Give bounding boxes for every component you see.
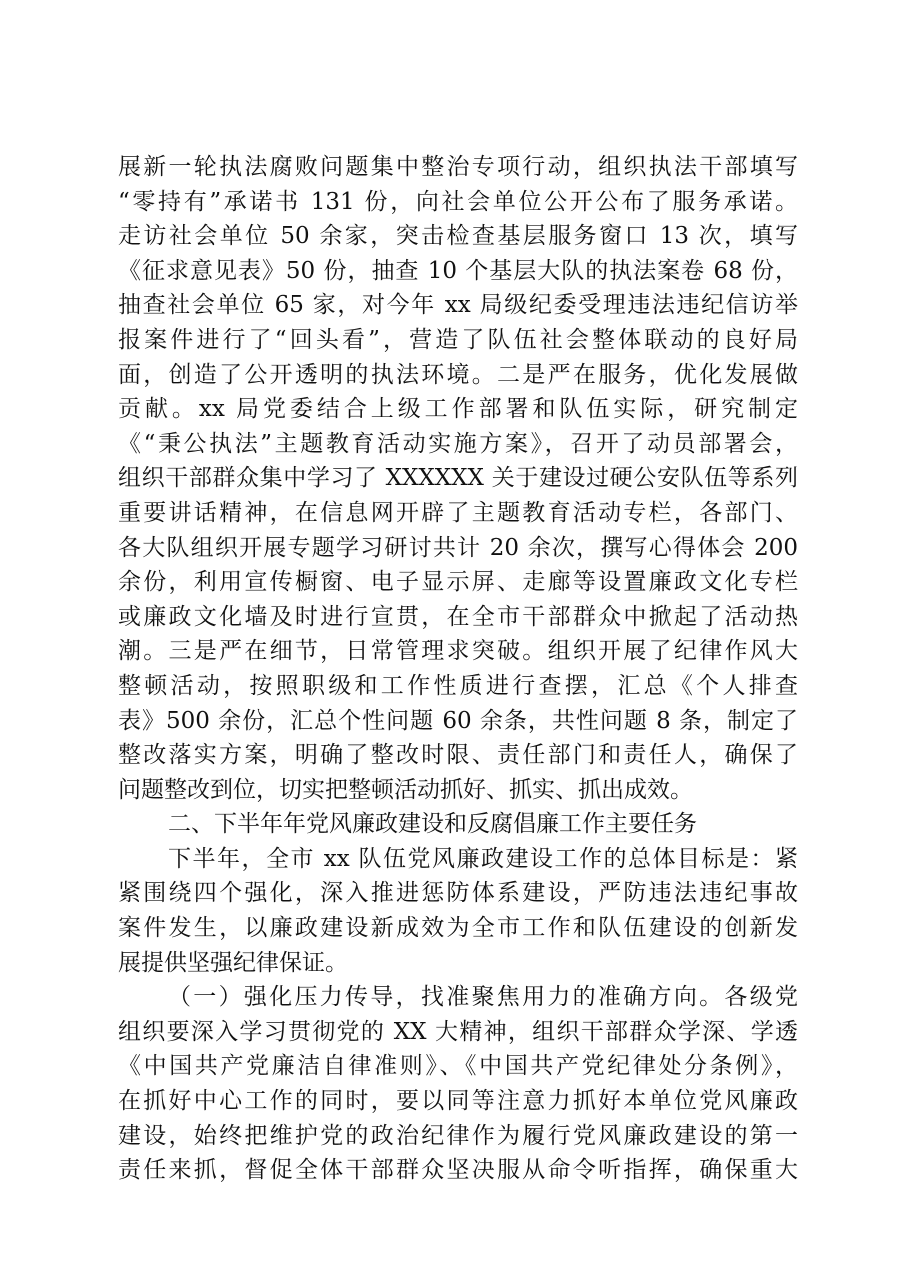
body-line: 展提供坚强纪律保证。 [118, 949, 348, 976]
body-line: 各大队组织开展专题学习研讨共计 20 余次，撰写心得体会 200 [118, 534, 798, 561]
section-heading: 二、下半年年党风廉政建设和反腐倡廉工作主要任务 [168, 811, 697, 838]
body-line: 《“秉公执法”主题教育活动实施方案》，召开了动员部署会， [118, 430, 798, 457]
body-line: 表》500 余份，汇总个性问题 60 余条，共性问题 8 条，制定了 [118, 707, 798, 734]
body-line: 下半年，全市 xx 队伍党风廉政建设工作的总体目标是：紧 [168, 845, 798, 872]
body-line: 整改落实方案，明确了整改时限、责任部门和责任人，确保了 [118, 742, 798, 769]
body-line: 贡献。xx 局党委结合上级工作部署和队伍实际，研究制定 [118, 396, 798, 423]
body-line: 走访社会单位 50 余家，突击检查基层服务窗口 13 次，填写 [118, 223, 798, 250]
body-line: 展新一轮执法腐败问题集中整治专项行动，组织执法干部填写 [118, 154, 798, 180]
body-line: 紧围绕四个强化，深入推进惩防体系建设，严防违法违纪事故 [118, 880, 798, 907]
body-line: 案件发生，以廉政建设新成效为全市工作和队伍建设的创新发 [118, 915, 798, 942]
body-line: 建设，始终把维护党的政治纪律作为履行党风廉政建设的第一 [118, 1122, 798, 1149]
document-body [118, 150, 798, 1188]
body-line: 责任来抓，督促全体干部群众坚决服从命令听指挥，确保重大 [118, 1157, 798, 1184]
body-line: 余份，利用宣传橱窗、电子显示屏、走廊等设置廉政文化专栏 [118, 569, 798, 596]
body-line: 或廉政文化墙及时进行宣贯，在全市干部群众中掀起了活动热 [118, 603, 798, 630]
body-line: 潮。三是严在细节，日常管理求突破。组织开展了纪律作风大 [118, 638, 798, 665]
body-line: 问题整改到位，切实把整顿活动抓好、抓实、抓出成效。 [118, 776, 693, 803]
body-line: 《中国共产党廉洁自律准则》、《中国共产党纪律处分条例》， [118, 1053, 798, 1080]
subsection-heading-line: （一）强化压力传导，找准聚焦用力的准确方向。各级党 [168, 984, 798, 1011]
body-line: 重要讲话精神，在信息网开辟了主题教育活动专栏，各部门、 [118, 499, 798, 526]
body-line: 在抓好中心工作的同时，要以同等注意力抓好本单位党风廉政 [118, 1088, 798, 1115]
body-line: “零持有”承诺书 131 份，向社会单位公开公布了服务承诺。 [118, 188, 798, 215]
body-line: 报案件进行了“回头看”，营造了队伍社会整体联动的良好局 [118, 326, 798, 353]
body-line: 组织要深入学习贯彻党的 XX 大精神，组织干部群众学深、学透 [118, 1018, 798, 1045]
body-line: 整顿活动，按照职级和工作性质进行查摆，汇总《个人排查 [118, 672, 798, 699]
body-line: 面，创造了公开透明的执法环境。二是严在服务，优化发展做 [118, 361, 798, 388]
body-line: 组织干部群众集中学习了 XXXXXX 关于建设过硬公安队伍等系列 [118, 465, 798, 492]
body-line: 《征求意见表》50 份，抽查 10 个基层大队的执法案卷 68 份， [118, 257, 798, 284]
body-line: 抽查社会单位 65 家，对今年 xx 局级纪委受理违法违纪信访举 [118, 292, 799, 319]
